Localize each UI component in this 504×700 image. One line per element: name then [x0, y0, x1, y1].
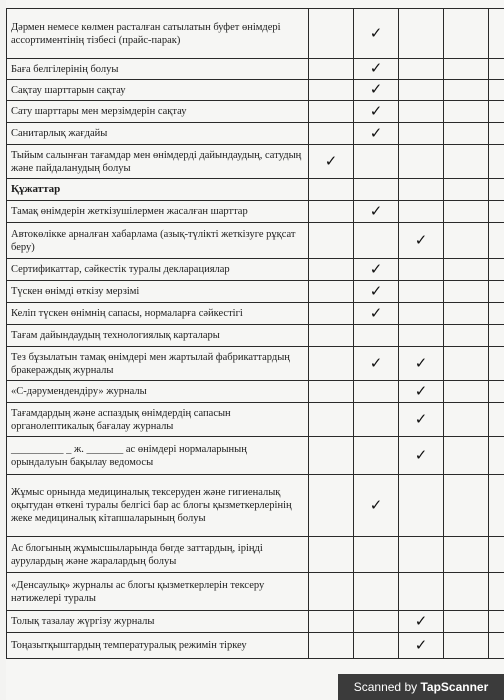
mark-cell-1 [309, 475, 354, 537]
requirement-text: Сақтау шарттарын сақтау [7, 80, 309, 101]
mark-cell-2 [354, 101, 399, 123]
requirement-text: Келіп түскен өнімнің сапасы, нормаларға сәйкестігі [7, 303, 309, 325]
mark-cell-5 [489, 381, 504, 403]
table-row [7, 573, 504, 611]
requirement-text: Тез бұзылатын тамақ өнімдері мен жартылай фабрикаттардың бракераждық журналы [7, 347, 309, 381]
mark-cell-1 [309, 611, 354, 633]
mark-cell-1 [309, 123, 354, 145]
table-row [7, 9, 504, 59]
mark-cell-1 [309, 437, 354, 475]
mark-cell-1 [309, 145, 354, 179]
mark-cell-4 [444, 201, 489, 223]
mark-cell-5 [489, 347, 504, 381]
requirement-text: Тағам дайындаудың технологиялық карталары [7, 325, 309, 347]
requirement-text: Ас блогының жұмысшыларында бөгде заттардың, іріңді аурулардың және жаралардың болуы [7, 537, 309, 573]
mark-cell-5 [489, 325, 504, 347]
requirement-text: «Денсаулық» журналы ас блогы қызметкерлерін тексеру нәтижелері туралы [7, 573, 309, 611]
mark-cell-3 [399, 9, 444, 59]
mark-cell-5 [489, 223, 504, 259]
mark-cell-2 [354, 537, 399, 573]
checkmark-icon: ✓ [369, 281, 383, 300]
mark-cell-2 [354, 9, 399, 59]
mark-cell-2 [354, 403, 399, 437]
mark-cell-3 [399, 633, 444, 659]
table-row [7, 347, 504, 381]
table-row [7, 223, 504, 259]
mark-cell-4 [444, 80, 489, 101]
mark-cell-5 [489, 145, 504, 179]
mark-cell-2 [354, 123, 399, 145]
checkmark-icon: ✓ [414, 445, 428, 464]
mark-cell-1 [309, 573, 354, 611]
watermark-brand: TapScanner [420, 680, 489, 694]
mark-cell-2 [354, 325, 399, 347]
section-row [7, 179, 504, 201]
mark-cell-4 [444, 437, 489, 475]
mark-cell-2 [354, 145, 399, 179]
mark-cell-5 [489, 403, 504, 437]
mark-cell-1 [309, 381, 354, 403]
mark-cell-4 [444, 573, 489, 611]
mark-cell-3 [399, 145, 444, 179]
checkmark-icon: ✓ [414, 409, 428, 428]
mark-cell-4 [444, 347, 489, 381]
checkmark-icon: ✓ [414, 230, 428, 249]
mark-cell-4 [444, 59, 489, 80]
mark-cell-2 [354, 475, 399, 537]
mark-cell-1 [309, 9, 354, 59]
mark-cell-5 [489, 633, 504, 659]
requirement-text: Баға белгілерінің болуы [7, 59, 309, 80]
checkmark-icon: ✓ [414, 635, 428, 654]
requirement-text: Санитарлық жағдайы [7, 123, 309, 145]
mark-cell-4 [444, 325, 489, 347]
table-row [7, 381, 504, 403]
checkmark-icon: ✓ [369, 80, 383, 98]
table-row [7, 633, 504, 659]
mark-cell-1 [309, 223, 354, 259]
mark-cell-2 [354, 59, 399, 80]
mark-cell-3 [399, 80, 444, 101]
mark-cell-3 [399, 537, 444, 573]
mark-cell-1 [309, 80, 354, 101]
mark-cell-3 [399, 573, 444, 611]
mark-cell-3 [399, 303, 444, 325]
mark-cell-4 [444, 259, 489, 281]
mark-cell-4 [444, 403, 489, 437]
mark-cell-3 [399, 437, 444, 475]
mark-cell-5 [489, 59, 504, 80]
table-row [7, 303, 504, 325]
table-row [7, 80, 504, 101]
checkmark-icon: ✓ [369, 23, 383, 42]
mark-cell-4 [444, 303, 489, 325]
table-row [7, 403, 504, 437]
requirement-text: Тыйым салынған тағамдар мен өнімдерді дайындаудың, сатудың және пайдаланудың болуы [7, 145, 309, 179]
mark-cell-3 [399, 475, 444, 537]
mark-cell-5 [489, 80, 504, 101]
checkmark-icon: ✓ [369, 101, 383, 120]
mark-cell-5 [489, 573, 504, 611]
checkmark-icon: ✓ [324, 151, 338, 170]
mark-cell-2 [354, 347, 399, 381]
table-row [7, 537, 504, 573]
mark-cell-3 [399, 325, 444, 347]
mark-cell-3 [399, 201, 444, 223]
mark-cell-2 [354, 437, 399, 475]
checkmark-icon: ✓ [369, 201, 383, 220]
checkmark-icon: ✓ [414, 381, 428, 400]
table-row [7, 201, 504, 223]
checkmark-icon: ✓ [369, 353, 383, 372]
mark-cell-4 [444, 123, 489, 145]
mark-cell-5 [489, 259, 504, 281]
mark-cell-1 [309, 403, 354, 437]
mark-cell-1 [309, 259, 354, 281]
requirement-text: Сату шарттары мен мерзімдерін сақтау [7, 101, 309, 123]
mark-cell-5 [489, 537, 504, 573]
mark-cell-4 [444, 633, 489, 659]
mark-cell-3 [399, 59, 444, 80]
mark-cell-2 [354, 223, 399, 259]
mark-cell-1 [309, 201, 354, 223]
mark-cell-4 [444, 9, 489, 59]
mark-cell-2 [354, 80, 399, 101]
checklist-table [6, 8, 504, 659]
table-row [7, 123, 504, 145]
mark-cell-3 [399, 223, 444, 259]
mark-cell-2 [354, 281, 399, 303]
requirement-text: Тоңазытқыштардың температуралық режимін тіркеу [7, 633, 309, 659]
table-row [7, 145, 504, 179]
mark-cell-2 [354, 201, 399, 223]
mark-cell-4 [444, 281, 489, 303]
mark-cell-5 [489, 123, 504, 145]
mark-cell-2 [354, 303, 399, 325]
mark-cell-2 [354, 633, 399, 659]
mark-cell-3 [399, 179, 444, 201]
mark-cell-5 [489, 303, 504, 325]
mark-cell-5 [489, 201, 504, 223]
scanner-watermark [338, 674, 504, 700]
mark-cell-1 [309, 59, 354, 80]
mark-cell-1 [309, 537, 354, 573]
mark-cell-3 [399, 259, 444, 281]
table-row [7, 101, 504, 123]
checklist-body [7, 9, 504, 659]
mark-cell-1 [309, 101, 354, 123]
requirement-text: Автокөлікке арналған хабарлама (азық-түлікті жеткізуге рұқсат беру) [7, 223, 309, 259]
requirement-text: Тамақ өнімдерін жеткізушілермен жасалған шарттар [7, 201, 309, 223]
mark-cell-3 [399, 281, 444, 303]
mark-cell-4 [444, 223, 489, 259]
checkmark-icon: ✓ [369, 259, 383, 278]
mark-cell-4 [444, 101, 489, 123]
mark-cell-3 [399, 381, 444, 403]
checkmark-icon: ✓ [369, 495, 383, 514]
table-row [7, 437, 504, 475]
mark-cell-5 [489, 437, 504, 475]
requirement-text: __________ _ ж. _______ ас өнімдері нормаларының орындалуын бақылау ведомосы [7, 437, 309, 475]
mark-cell-3 [399, 403, 444, 437]
mark-cell-5 [489, 179, 504, 201]
requirement-text: Жұмыс орнында медициналық тексеруден және гигиеналық оқытудан өткені туралы белгісі бар ас блогы қызметкерлерінің жеке медициналық кітапшаларының болуы [7, 475, 309, 537]
mark-cell-1 [309, 347, 354, 381]
checkmark-icon: ✓ [414, 611, 428, 630]
table-row [7, 325, 504, 347]
mark-cell-1 [309, 179, 354, 201]
table-row [7, 59, 504, 80]
checkmark-icon: ✓ [369, 59, 383, 77]
requirement-text: «С-дәрумендендіру» журналы [7, 381, 309, 403]
mark-cell-4 [444, 145, 489, 179]
watermark-prefix: Scanned by [353, 680, 421, 694]
mark-cell-4 [444, 179, 489, 201]
mark-cell-3 [399, 347, 444, 381]
requirement-text: Толық тазалау жүргізу журналы [7, 611, 309, 633]
requirement-text: Тағамдардың және аспаздық өнімдердің сапасын органолептикалық бағалау журналы [7, 403, 309, 437]
mark-cell-3 [399, 101, 444, 123]
mark-cell-5 [489, 611, 504, 633]
mark-cell-4 [444, 475, 489, 537]
mark-cell-4 [444, 381, 489, 403]
mark-cell-2 [354, 259, 399, 281]
checkmark-icon: ✓ [369, 303, 383, 322]
mark-cell-3 [399, 123, 444, 145]
requirement-text: Сертификаттар, сәйкестік туралы декларациялар [7, 259, 309, 281]
mark-cell-1 [309, 633, 354, 659]
checkmark-icon: ✓ [414, 353, 428, 372]
mark-cell-4 [444, 537, 489, 573]
mark-cell-1 [309, 281, 354, 303]
table-row [7, 259, 504, 281]
mark-cell-2 [354, 573, 399, 611]
table-row [7, 281, 504, 303]
mark-cell-4 [444, 611, 489, 633]
mark-cell-5 [489, 281, 504, 303]
requirement-text: Дәрмен немесе көлмен расталған сатылатын буфет өнімдері ассортиментінің тізбесі (прайс-парак) [7, 9, 309, 59]
mark-cell-3 [399, 611, 444, 633]
mark-cell-2 [354, 611, 399, 633]
section-heading: Құжаттар [7, 179, 309, 201]
mark-cell-2 [354, 179, 399, 201]
table-row [7, 611, 504, 633]
checkmark-icon: ✓ [369, 123, 383, 142]
mark-cell-5 [489, 101, 504, 123]
mark-cell-2 [354, 381, 399, 403]
mark-cell-5 [489, 9, 504, 59]
mark-cell-5 [489, 475, 504, 537]
table-row [7, 475, 504, 537]
requirement-text: Түскен өнімді өткізу мерзімі [7, 281, 309, 303]
mark-cell-1 [309, 303, 354, 325]
mark-cell-1 [309, 325, 354, 347]
